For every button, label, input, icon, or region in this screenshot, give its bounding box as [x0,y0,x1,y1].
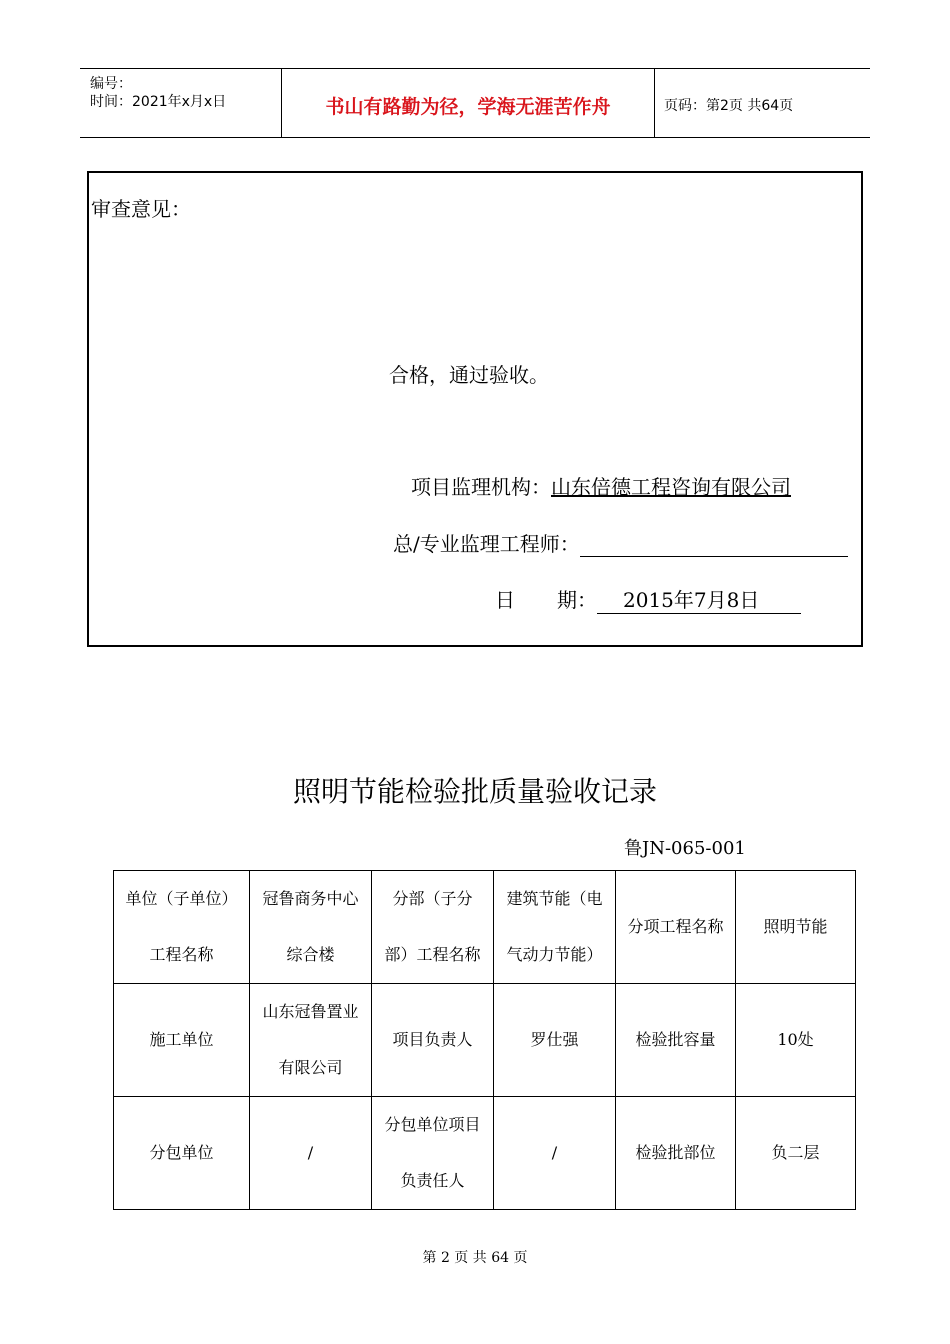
org-label: 项目监理机构： [411,475,551,499]
table-cell: 检验批容量 [616,984,736,1097]
review-label: 审查意见： [91,197,191,221]
header-left-cell [80,69,280,137]
table-cell: 分项工程名称 [616,871,736,984]
table-cell: 分包单位 [114,1097,250,1210]
table-cell: 检验批部位 [616,1097,736,1210]
header-center-cell [281,69,655,137]
page-footer: 第 2 页 共 64 页 [422,1250,528,1266]
review-box [87,171,863,647]
page-header [80,68,870,138]
table-cell: 分包单位项目 负责任人 [372,1097,494,1210]
serial-label: 编号： [90,76,132,92]
review-result: 合格，通过验收。 [389,363,549,387]
engineer-signature-line [580,536,848,557]
motto-text: 书山有路勤为径，学海无涯苦作舟 [325,96,611,118]
time-label: 时间：2021年x月x日 [90,94,227,110]
table-row [114,1097,856,1210]
table-cell: 单位（子单位） 工程名称 [114,871,250,984]
table-cell: 分部（子分 部）工程名称 [372,871,494,984]
table-cell: 山东冠鲁置业 有限公司 [250,984,372,1097]
date-label-1: 日 [495,588,515,612]
table-row [114,871,856,984]
table-cell: 冠鲁商务中心 综合楼 [250,871,372,984]
engineer-row [393,528,848,557]
document-code: 鲁JN-065-001 [624,838,746,859]
date-row [495,584,801,614]
date-value: 2015年7月8日 [597,584,801,614]
table-cell: 罗仕强 [494,984,616,1097]
header-right-cell [654,69,870,137]
document-title: 照明节能检验批质量验收记录 [292,775,657,808]
table-cell: 10处 [736,984,856,1097]
table-cell: / [250,1097,372,1210]
info-table [113,870,856,1210]
org-value: 山东倍德工程咨询有限公司 [551,475,791,499]
page-code: 页码：第2页 共64页 [664,98,794,114]
table-row [114,984,856,1097]
supervision-org-row [411,471,791,500]
table-cell: 项目负责人 [372,984,494,1097]
table-cell: / [494,1097,616,1210]
table-cell: 施工单位 [114,984,250,1097]
table-cell: 负二层 [736,1097,856,1210]
table-cell: 建筑节能（电 气动力节能） [494,871,616,984]
table-cell: 照明节能 [736,871,856,984]
engineer-label: 总/专业监理工程师： [393,532,580,556]
date-label-2: 期： [557,588,597,612]
